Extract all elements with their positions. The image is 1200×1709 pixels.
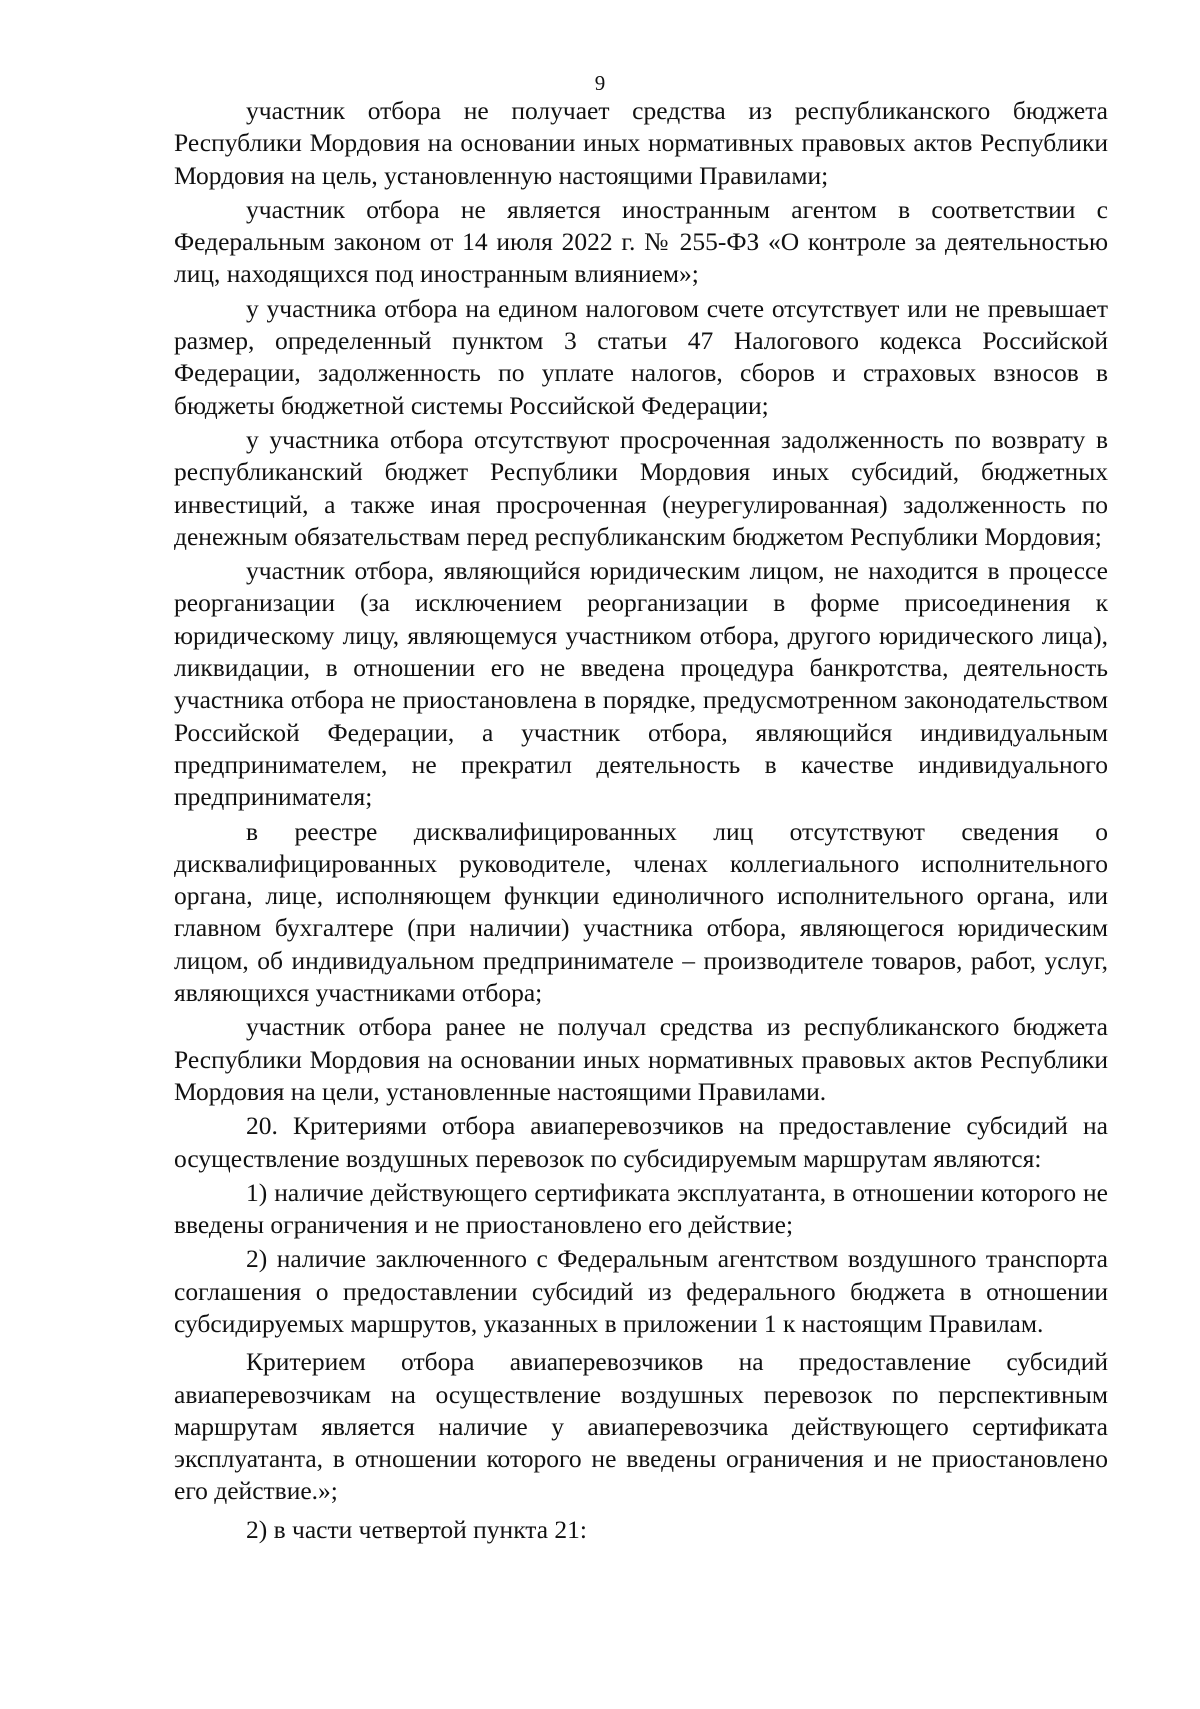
paragraph-tax-debt: у участника отбора на едином налоговом счете отсутствует или не превышает размер, определенный пунктом 3 статьи 47 Налогового кодекса Российской Федерации, задолженность по уплате налогов, сборов и страховых взносов в бюджеты бюджетной системы Российской Федерации; <box>174 293 1108 420</box>
document-body <box>174 95 1108 1548</box>
paragraph-criteria-20: 20. Критериями отбора авиаперевозчиков на предоставление субсидий на осуществление воздушных перевозок по субсидируемым маршрутам являются: <box>174 1111 1108 1173</box>
paragraph-point-21: 2) в части четвертой пункта 21: <box>246 1514 587 1544</box>
page-number: 9 <box>594 71 606 95</box>
paragraph-foreign-agent: участник отбора не является иностранным агентом в соответствии с Федеральным законом от 14 июля 2022 г. № 255-ФЗ «О контроле за деятельностью лиц, находящихся под иностранным влиянием»; <box>174 194 1108 289</box>
paragraph-previous-funds: участник отбора ранее не получал средства из республиканского бюджета Республики Мордовия на основании иных нормативных правовых актов Республики Мордовия на цели, установленные настоящими Правилами. <box>174 1012 1108 1106</box>
paragraph-criterion-1: 1) наличие действующего сертификата эксплуатанта, в отношении которого не введены ограничения и не приостановлено его действие; <box>174 1177 1108 1240</box>
paragraph-overdue-debt: у участника отбора отсутствуют просроченная задолженность по возврату в республиканский бюджет Республики Мордовия иных субсидий, бюджетных инвестиций, а также иная просроченная (неурегулированная) задолженность по денежным обязательствам перед республиканским бюджетом Республики Мордовия; <box>174 424 1108 551</box>
paragraph-reorganization: участник отбора, являющийся юридическим лицом, не находится в процессе реорганизации (за исключением реорганизации в форме присоединения к юридическому лицу, являющемуся участником отбора, другого юридического лица), ликвидации, в отношении его не введена процедура банкротства, деятельность участника отбора не приостановлена в порядке, предусмотренном законодательством Российской Федерации, а участник отбора, являющийся индивидуальным предпринимателем, не прекратил деятельность в качестве индивидуального предпринимателя; <box>174 556 1108 812</box>
paragraph-criterion-2: 2) наличие заключенного с Федеральным агентством воздушного транспорта соглашения о предоставлении субсидий из федерального бюджета в отношении субсидируемых маршрутов, указанных в приложении 1 к настоящим Правилам. <box>174 1244 1108 1338</box>
paragraph-disqualified-registry: в реестре дисквалифицированных лиц отсутствуют сведения о дисквалифицированных руководителе, членах коллегиального исполнительного органа, лице, исполняющем функции единоличного исполнительного органа, или главном бухгалтере (при наличии) участника отбора, являющегося юридическим лицом, об индивидуальном предпринимателе – производителе товаров, работ, услуг, являющихся участниками отбора; <box>174 816 1108 1008</box>
paragraph-budget-funds: участник отбора не получает средства из республиканского бюджета Республики Мордовия на основании иных нормативных правовых актов Республики Мордовия на цель, установленную настоящими Правилами; <box>174 96 1108 190</box>
paragraph-perspective-routes: Критерием отбора авиаперевозчиков на предоставление субсидий авиаперевозчикам на осуществление воздушных перевозок по перспективным маршрутам является наличие у авиаперевозчика действующего сертификата эксплуатанта, в отношении которого не введены ограничения и не приостановлено его действие.»; <box>174 1347 1108 1506</box>
